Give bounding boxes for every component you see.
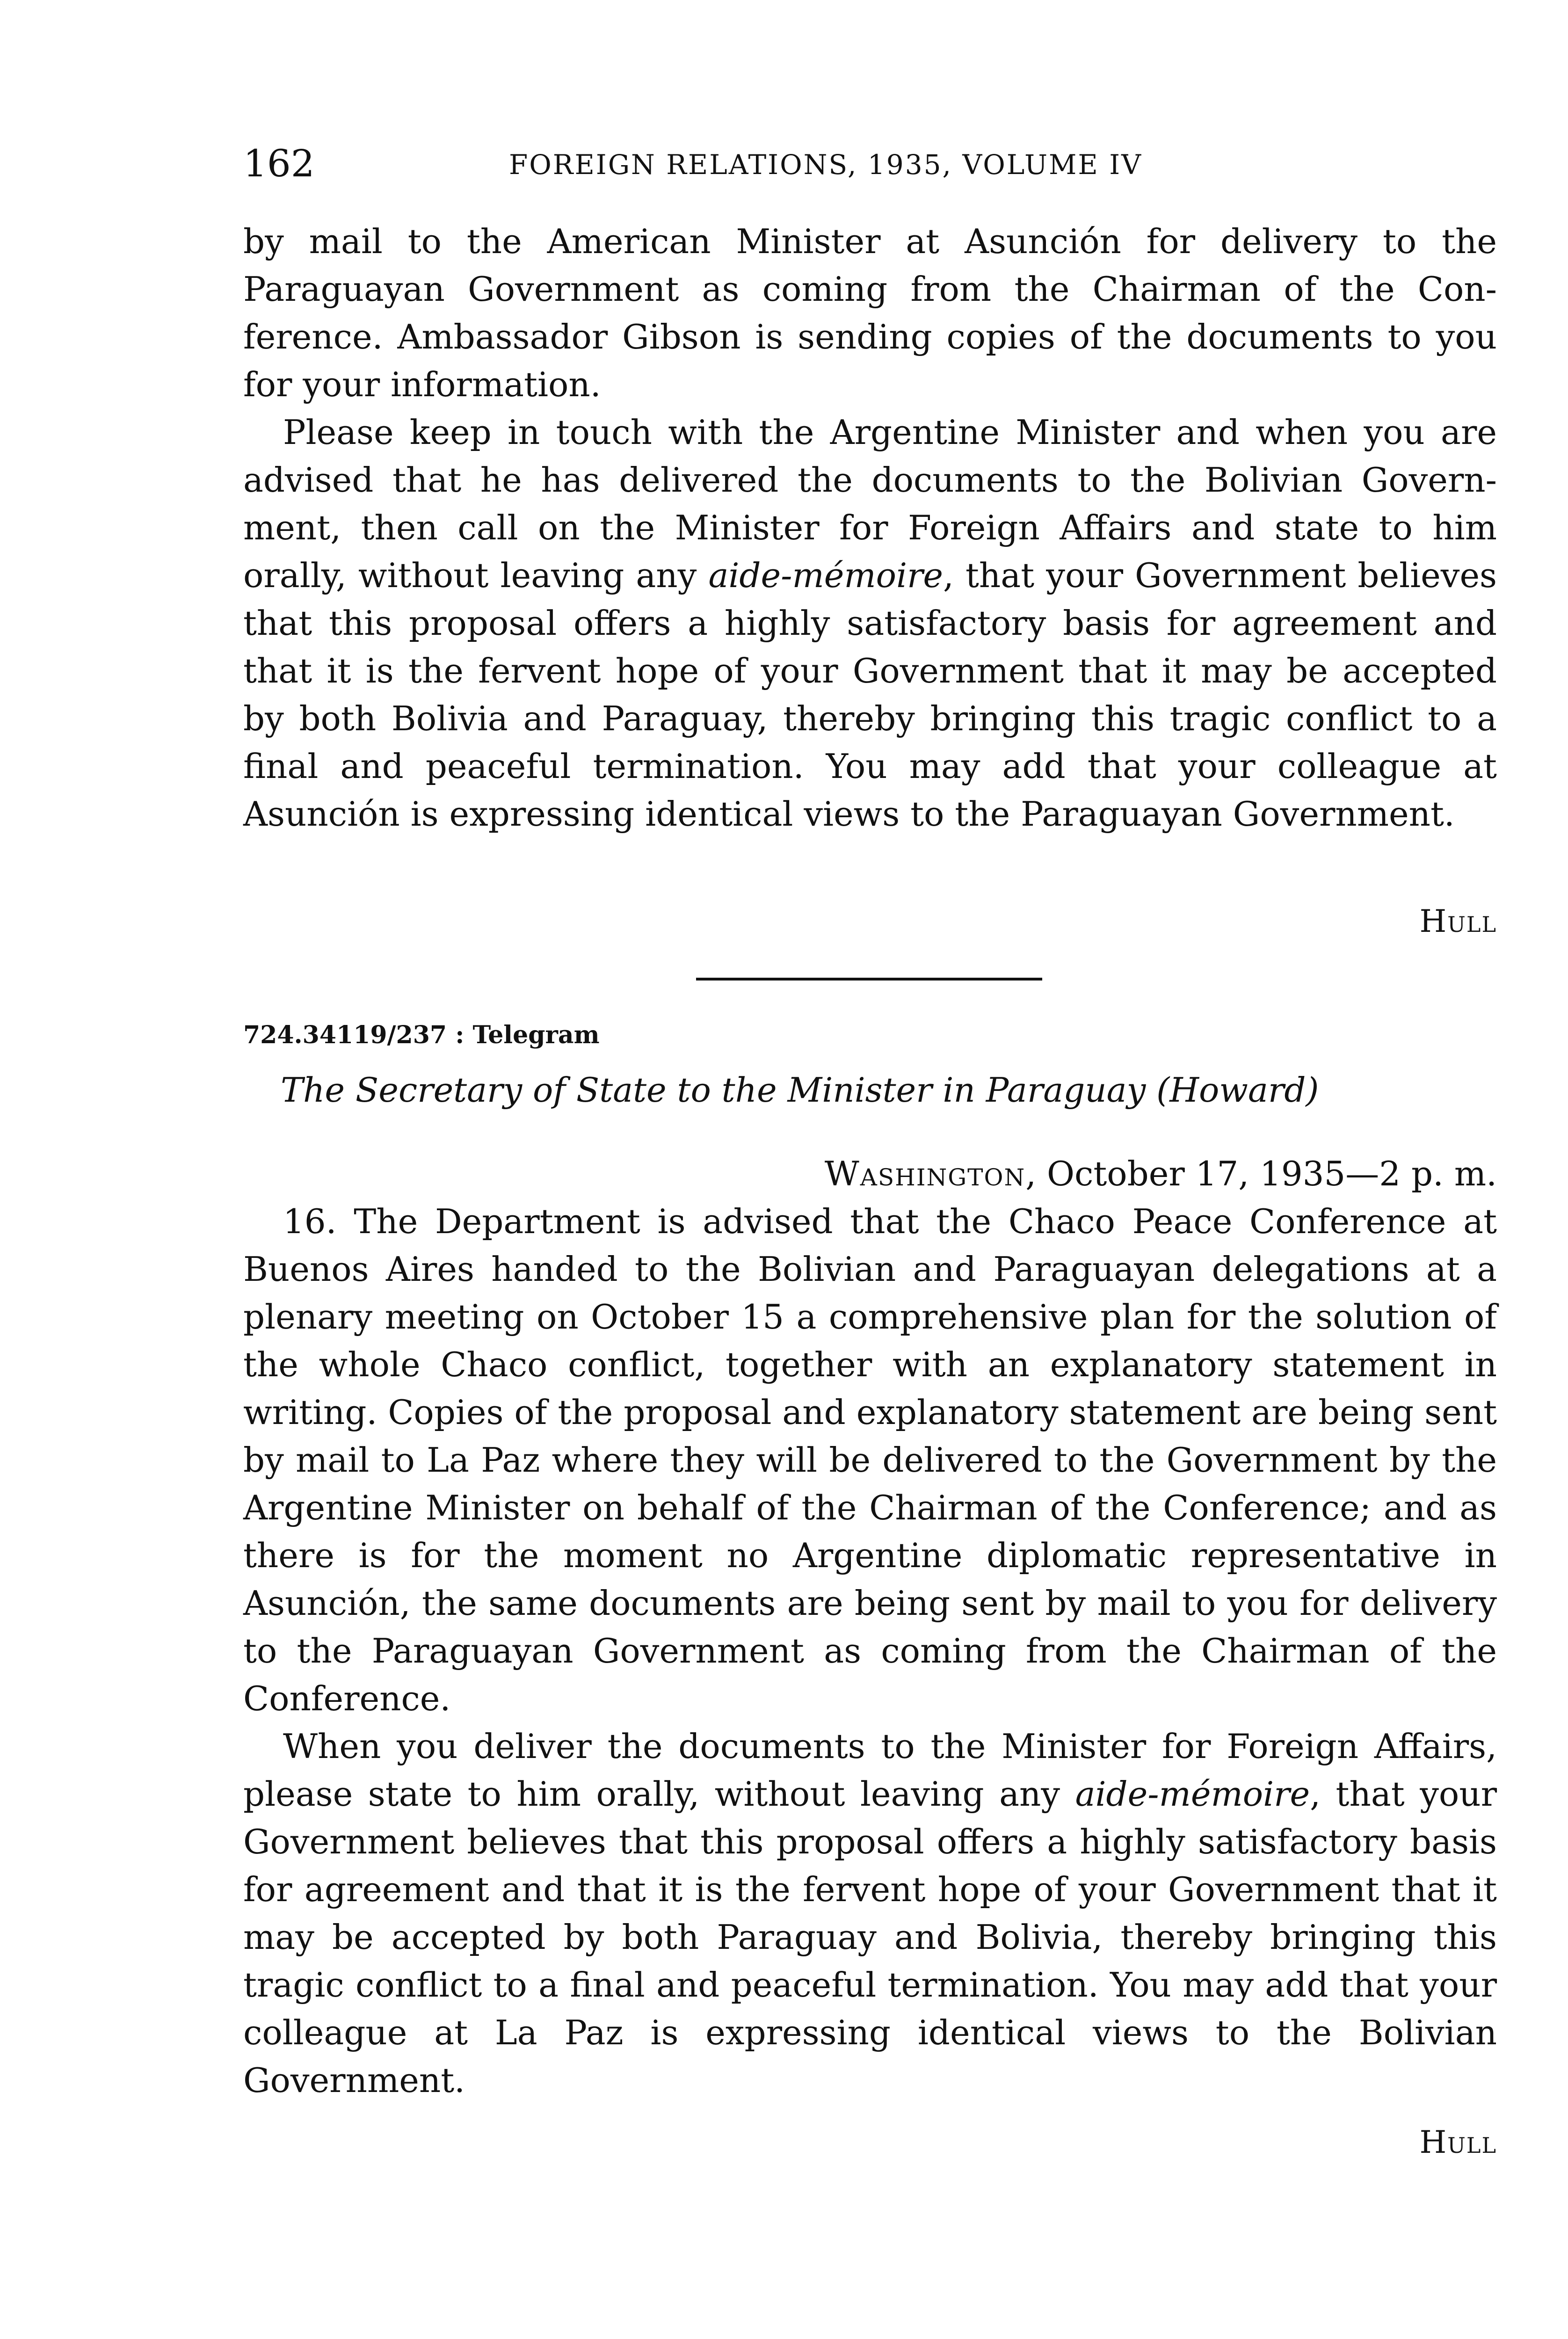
aide-memoire-term-2: aide-mémoire (1075, 1774, 1310, 1814)
page-number: 162 (243, 142, 315, 185)
signature-hull-1: Hull (1419, 903, 1497, 939)
dateline (825, 1150, 1497, 1198)
aide-memoire-term: aide-mémoire (708, 556, 944, 595)
telegram-paragraph-2 (243, 1722, 1497, 2104)
signature-hull-2: Hull (1419, 2124, 1497, 2160)
continued-section (243, 218, 1497, 838)
paragraph-instructions-text-1: Please keep in touch with the Argentine Minister and when you are advised that he has delivered the documents to the Bolivian Government, then call on the Minister for Foreign Affairs and state to him orally, without leaving any (243, 413, 1497, 595)
dateline-place: Washington (824, 1154, 1026, 1193)
running-head (243, 136, 1497, 192)
file-number: 724.34119/237 : Telegram (243, 1021, 600, 1049)
running-title: FOREIGN RELATIONS, 1935, VOLUME IV (509, 149, 1142, 181)
dateline-date: , October 17, 1935—2 p. m. (1025, 1154, 1497, 1193)
telegram-body (243, 1198, 1497, 2104)
telegram-paragraph-2-text-2: , that your Government believes that this proposal offers a highly satisfactory basis for agreement and that it is the fervent hope of your Government that it may be accepted by both Paraguay and Bolivia, thereby bringing this tragic conflict to a final and peaceful termination. You may add that your colleague at La Paz is expressing identical views to the Bolivian Government. (243, 1774, 1497, 2100)
telegram-paragraph-2-text-1: When you deliver the documents to the Minister for Foreign Affairs, please state to him orally, without leaving any (243, 1727, 1497, 1814)
document-caption: The Secretary of State to the Minister in Paraguay (Howard) (281, 1070, 1319, 1110)
paragraph-instructions-text-2: , that your Government believes that this proposal offers a highly satisfactory basis for agreement and that it is the fervent hope of your Government that it may be accepted by both Bolivia and Paraguay, thereby bringing this tragic conflict to a final and peaceful termination. You may add that your colleague at Asunción is expressing identical views to the Paraguayan Government. (243, 556, 1497, 834)
paragraph-continued: by mail to the American Minister at Asunción for delivery to the Paraguayan Government as coming from the Chairman of the Conference. Ambassador Gibson is sending copies of the documents to you for your information. (243, 222, 1497, 404)
paragraph-instructions (243, 408, 1497, 838)
section-divider (696, 978, 1042, 981)
telegram-paragraph-1: 16. The Department is advised that the Chaco Peace Conference at Buenos Aires handed to the Bolivian and Paraguayan delegations at a plenary meeting on October 15 a comprehensive plan for the solution of the whole Chaco conflict, together with an explanatory statement in writing. Copies of the proposal and explanatory statement are being sent by mail to La Paz where they will be delivered to the Government by the Argentine Minister on behalf of the Chairman of the Conference; and as there is for the moment no Argentine diplomatic representative in Asunción, the same documents are being sent by mail to you for delivery to the Paraguayan Government as coming from the Chairman of the Conference. (243, 1202, 1497, 1718)
